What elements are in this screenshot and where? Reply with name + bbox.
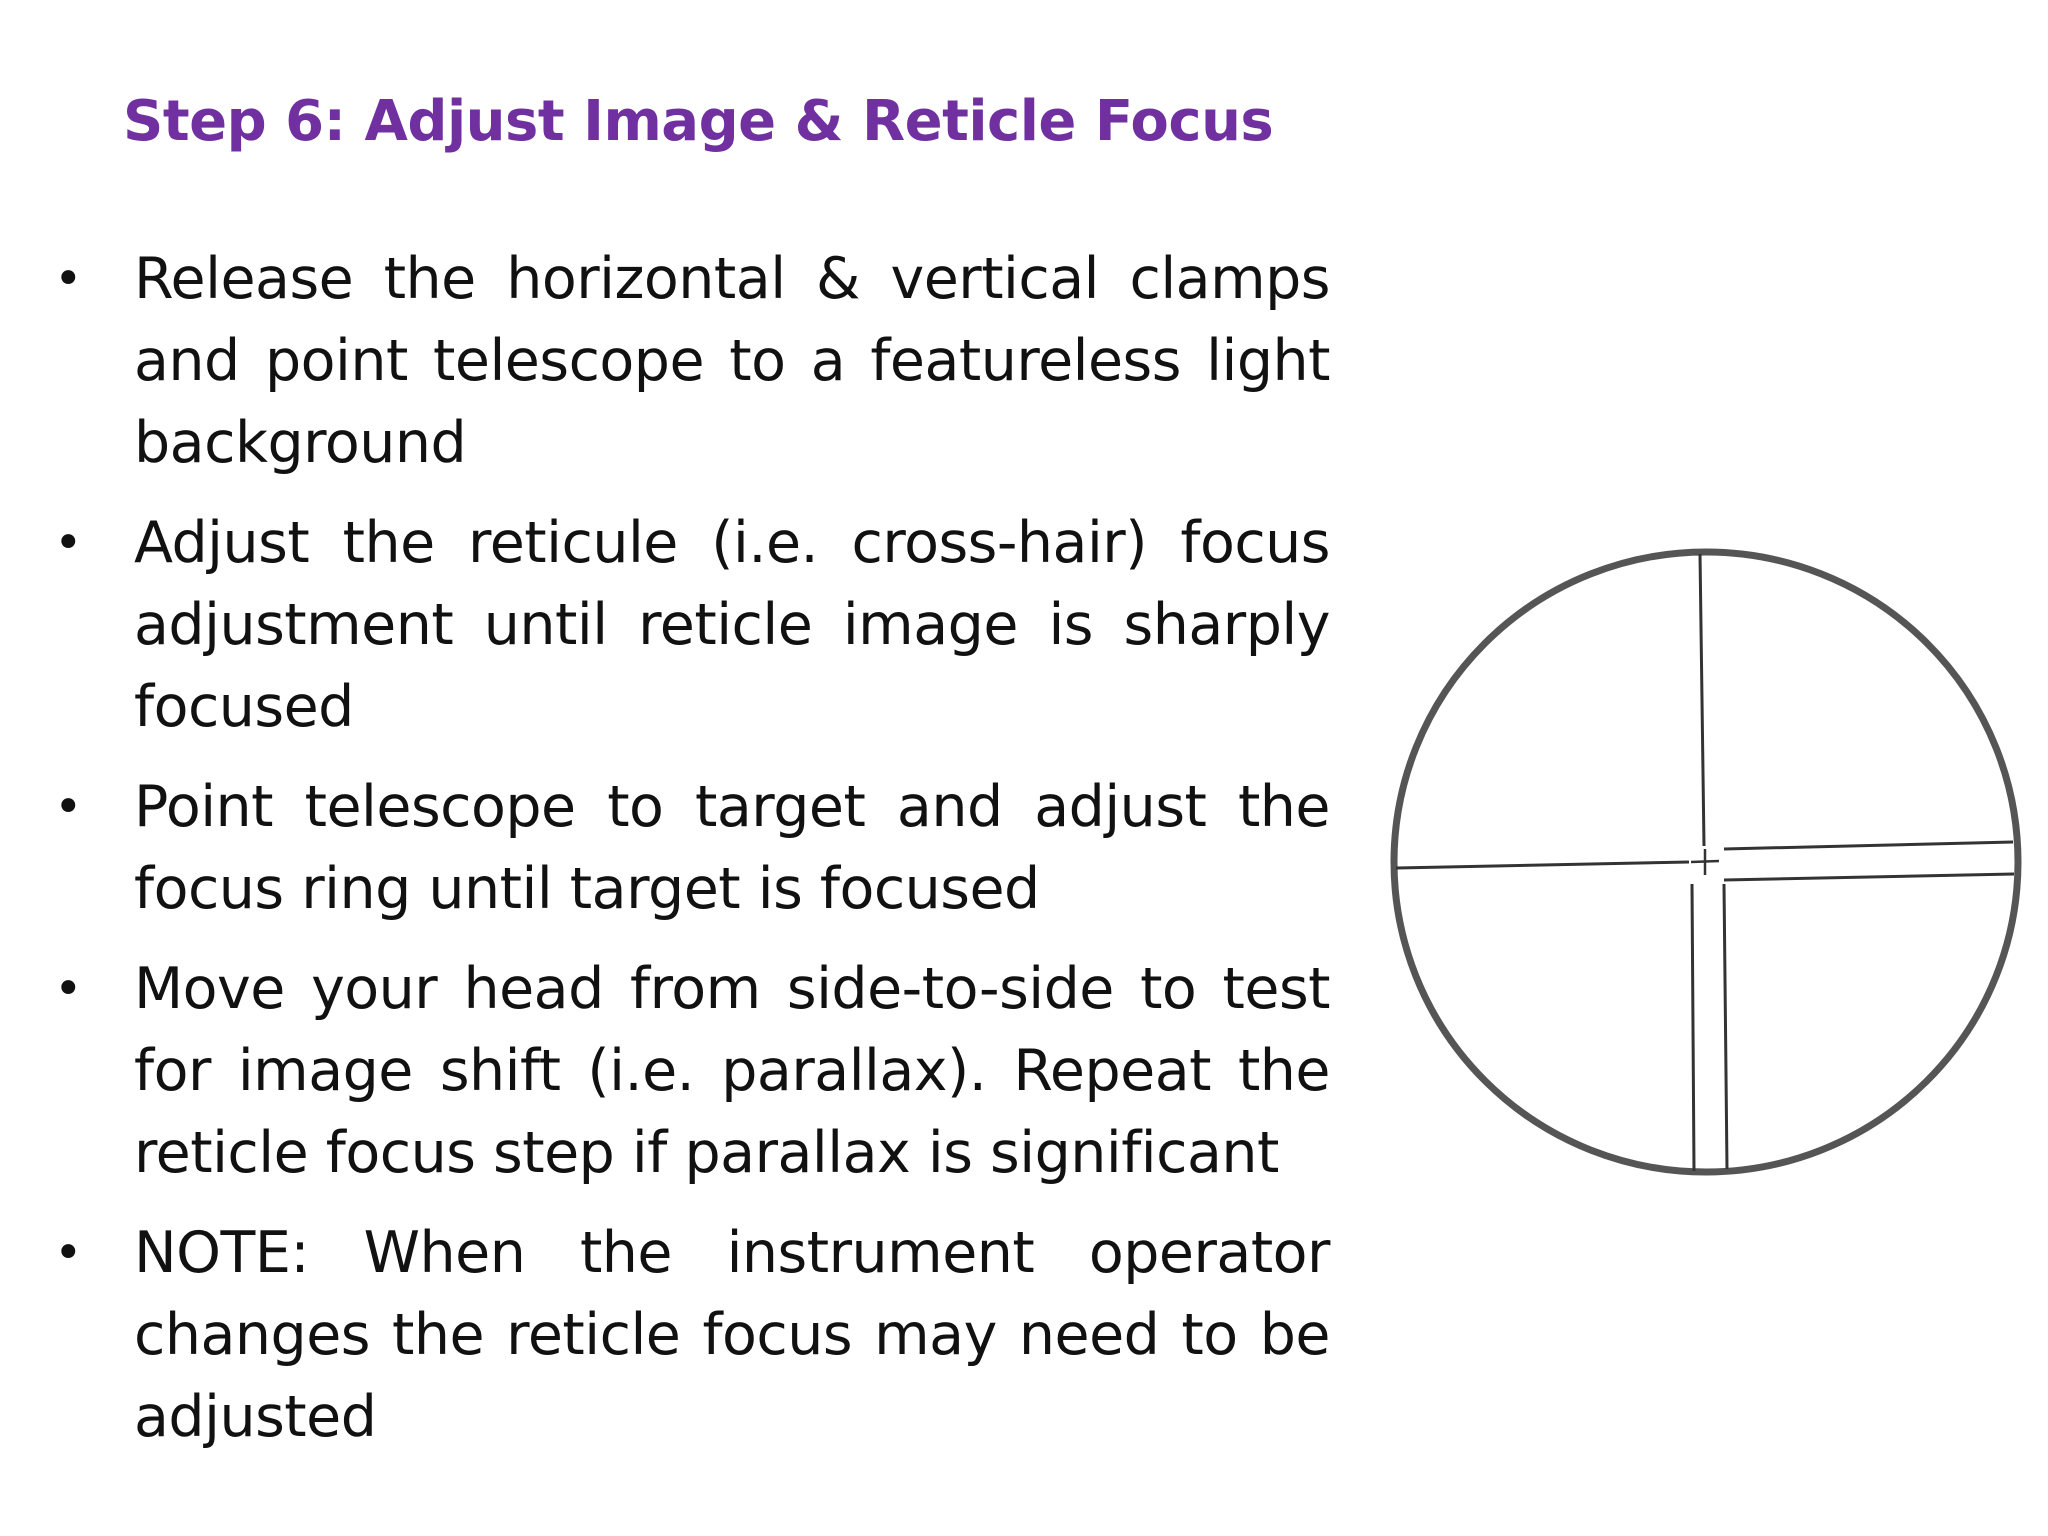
bullet-icon: • [54,961,82,1017]
bullet-item-test-parallax [48,948,1330,1194]
bullet-item-point-telescope [48,766,1330,930]
reticle-vertical-bottom-left [1692,884,1694,1171]
reticle-horizontal-right-upper [1724,842,2013,849]
reticle-vertical-bottom-right [1724,884,1727,1169]
bullet-item-release-clamps [48,238,1330,484]
reticle-horizontal-right-lower [1724,874,2014,880]
reticle-horizontal-left [1396,862,1689,868]
bullet-icon: • [54,779,82,835]
bullet-item-adjust-reticule [48,502,1330,748]
bullet-list [48,238,1330,1476]
bullet-icon: • [54,1225,82,1281]
reticle-vertical-top [1700,554,1704,846]
bullet-icon: • [54,515,82,571]
bullet-text: NOTE: When the instrument operator changes the reticle focus may need to be adjusted [134,1220,1330,1450]
reticle-crosshair-icon [1384,544,2024,1184]
bullet-icon: • [54,251,82,307]
bullet-text: Point telescope to target and adjust the focus ring until target is focused [134,774,1330,922]
bullet-item-note [48,1212,1330,1458]
bullet-text: Move your head from side-to-side to test for image shift (i.e. parallax). Repeat the reticle focus step if parallax is significant [134,956,1330,1186]
bullet-text: Release the horizontal & vertical clamps and point telescope to a featureless light background [134,246,1330,476]
slide-title: Step 6: Adjust Image & Reticle Focus [123,89,1274,154]
bullet-text: Adjust the reticule (i.e. cross-hair) focus adjustment until reticle image is sharply focused [134,510,1330,740]
